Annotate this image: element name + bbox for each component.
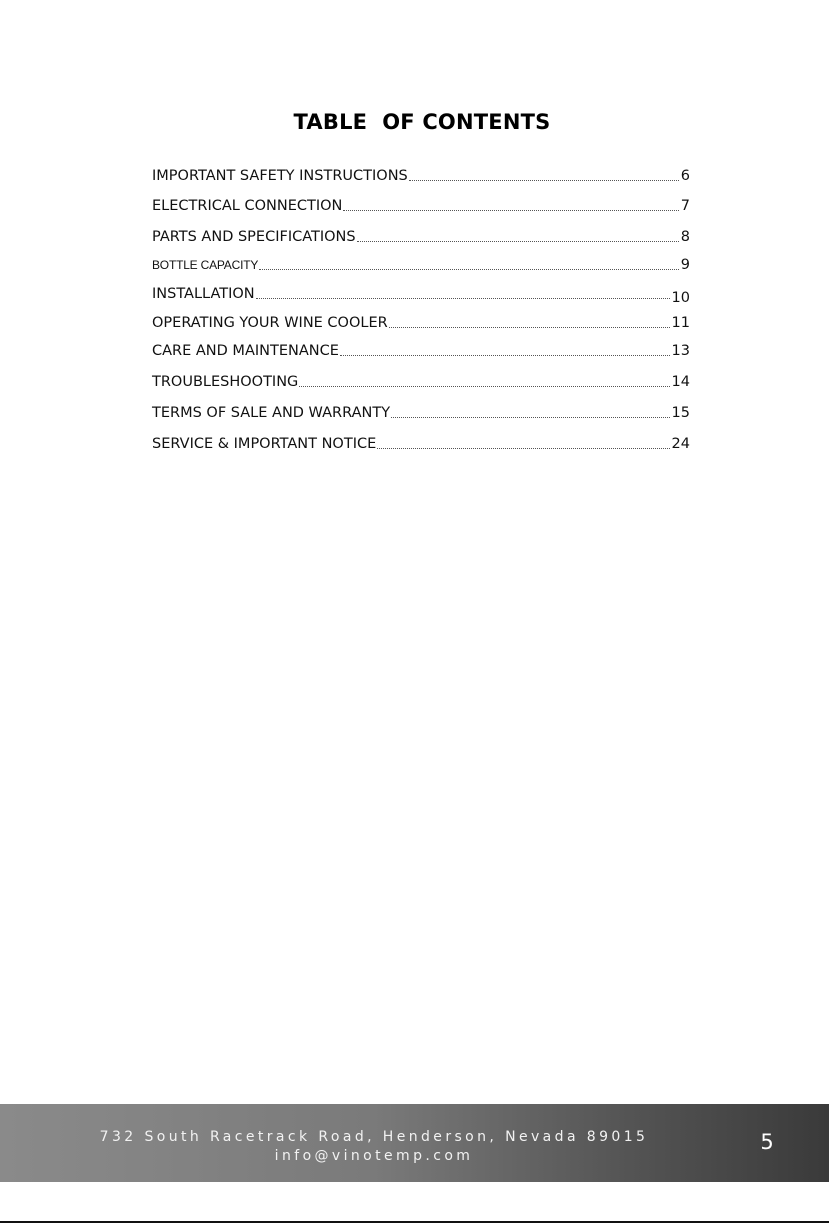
dot-leader [357, 241, 679, 242]
toc-entry-page: 6 [680, 168, 690, 184]
toc-entry-safety-instructions [152, 165, 690, 185]
dot-leader [259, 269, 679, 270]
toc-entry-label: ELECTRICAL CONNECTION [152, 198, 343, 214]
toc-entry-page: 7 [680, 198, 690, 214]
toc-entry-page: 13 [671, 343, 690, 359]
dot-leader [343, 210, 678, 211]
footer-email: info@vinotemp.com [274, 1148, 474, 1164]
toc-entry-bottle-capacity [152, 254, 690, 274]
footer-address: 732 South Racetrack Road, Henderson, Nevada 89015 [99, 1129, 649, 1145]
dot-leader [299, 386, 669, 387]
toc-entry-installation [152, 283, 690, 306]
toc-entry-label: INSTALLATION [152, 286, 255, 302]
toc-entry-service-notice [152, 433, 690, 453]
toc-entry-label: SERVICE & IMPORTANT NOTICE [152, 436, 377, 452]
dot-leader [256, 298, 670, 299]
table-of-contents [152, 0, 690, 470]
toc-entry-electrical-connection [152, 195, 690, 215]
toc-entry-label: BOTTLE CAPACITY [152, 258, 259, 272]
toc-entry-page: 10 [671, 290, 690, 306]
toc-entry-care-maintenance [152, 340, 690, 360]
dot-leader [340, 355, 670, 356]
dot-leader [389, 327, 670, 328]
toc-entry-page: 15 [671, 405, 690, 421]
toc-entry-label: TROUBLESHOOTING [152, 374, 299, 390]
toc-entry-label: PARTS AND SPECIFICATIONS [152, 229, 356, 245]
page-title: TABLE OF CONTENTS [293, 110, 551, 134]
toc-entry-page: 14 [671, 374, 690, 390]
toc-entry-operating-wine-cooler [152, 312, 690, 332]
toc-entry-label: TERMS OF SALE AND WARRANTY [152, 405, 391, 421]
toc-entry-page: 9 [680, 257, 690, 273]
toc-entry-troubleshooting [152, 371, 690, 391]
toc-entry-label: OPERATING YOUR WINE COOLER [152, 315, 388, 331]
dot-leader [377, 448, 669, 449]
toc-entry-terms-warranty [152, 402, 690, 422]
footer-bar [0, 1104, 829, 1182]
dot-leader [409, 180, 679, 181]
toc-entry-label: IMPORTANT SAFETY INSTRUCTIONS [152, 168, 408, 184]
toc-entry-page: 11 [671, 315, 690, 331]
footer-contact [95, 1128, 653, 1166]
toc-entry-page: 8 [680, 229, 690, 245]
dot-leader [391, 417, 669, 418]
page-number: 5 [760, 1130, 774, 1154]
toc-entry-page: 24 [671, 436, 690, 452]
toc-entry-parts-specifications [152, 226, 690, 246]
toc-entry-label: CARE AND MAINTENANCE [152, 343, 339, 359]
bottom-divider [0, 1221, 829, 1223]
